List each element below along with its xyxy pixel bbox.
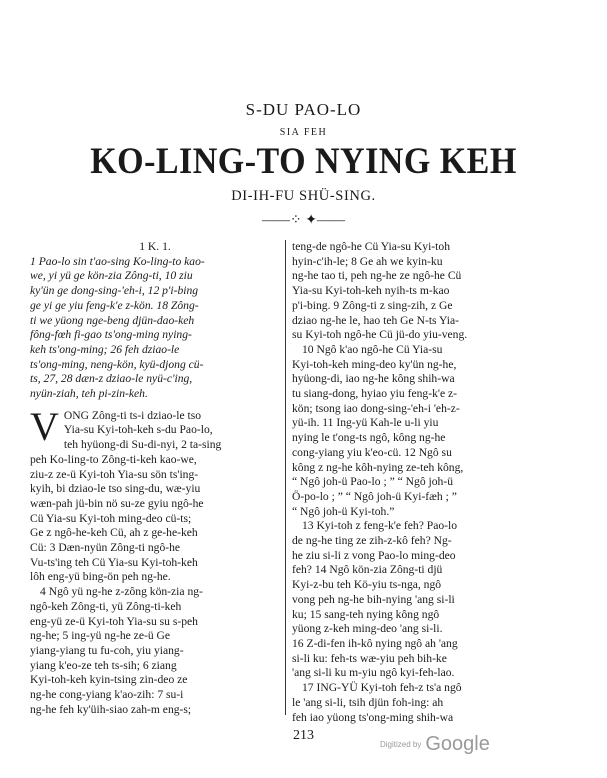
body-line: 17 ING-YÜ Kyi-toh feh-z ts'a ngô: [302, 681, 462, 695]
body-line: nying le t'ong-ts ngô, kông ng-he: [292, 431, 446, 445]
watermark-caption: Digitized by: [380, 740, 422, 749]
summary-line: ts, 27, 28 dæn-z dziao-le nyü-c'ing,: [30, 372, 193, 386]
body-line: de ng-he ting ze zih-z-kô feh? Ng-: [292, 534, 452, 548]
summary-line: we, yi yü ge kön-zia Zông-ti, 10 ziu: [30, 269, 193, 283]
body-line: tu siang-dong, hyiao yiu feng-k'e z-: [292, 387, 458, 401]
body-line: Ö-po-lo ; ” “ Ngô joh-ü Kyi-fæh ; ”: [292, 489, 457, 503]
body-line: ku; 15 sang-teh nying kông ngô: [292, 607, 440, 621]
page-number: 213: [293, 728, 314, 743]
body-line: feh? 14 Ngô kön-zia Zông-ti djü: [292, 563, 443, 577]
body-line: kyih, bi dziao-le tso sing-du, wæ-yiu: [30, 482, 201, 496]
body-line: “ Ngô joh-ü Pao-lo ; ” “ Ngô joh-ü: [292, 475, 453, 489]
body-line: Cü Yia-su Kyi-toh ming-deo cü-ts;: [30, 511, 192, 525]
body-line: Kyi-toh-keh kyin-tsing zin-deo ze: [30, 673, 188, 687]
summary-line: ky'ün ge dong-sing-'eh-i, 12 p'i-bing: [30, 284, 199, 298]
body-line: Kyi-z-bu teh Kö-yiu ts-nga, ngô: [292, 578, 442, 592]
body-line: peh Ko-ling-to Zông-ti-keh kao-we,: [30, 452, 197, 466]
body-line: feh iao yüong ts'ong-ming shih-wa: [292, 710, 454, 724]
body-line: ngô-keh Zông-ti, yü Zông-ti-keh: [30, 599, 182, 613]
body-line: kông z ng-he kôh-nying ze-teh kông,: [292, 460, 464, 474]
right-column: [292, 240, 550, 724]
body-line: 13 Kyi-toh z feng-k'e feh? Pao-lo: [302, 519, 458, 533]
body-line: hyin-c'ih-le; 8 Ge ah we kyin-ku: [292, 254, 443, 268]
body-line: yüong z-keh ming-deo 'ang si-li.: [292, 622, 443, 636]
body-line: lôh eng-yü bing-ön peh ng-he.: [30, 570, 171, 584]
heading-connector: SIA FEH: [279, 127, 328, 138]
left-column: [30, 240, 280, 715]
body-line: Kyi-toh-keh ming-deo ky'ün ng-he,: [292, 357, 457, 371]
summary-line: ge yi ge yiu feng-k'e z-kön. 18 Zông-: [30, 298, 199, 312]
body-line: hyüong-di, iao ng-he kông shih-wa: [292, 372, 455, 386]
body-line: 16 Z-di-fen ih-kô nying ngô ah 'ang: [292, 636, 458, 650]
summary-line: ti we yüong nge-beng djün-dao-keh: [30, 313, 195, 327]
summary-line: keh ts'ong-ming; 26 feh dziao-le: [30, 342, 180, 356]
body-line: ng-he feh ky'üih-siao zah-m eng-s;: [30, 702, 192, 716]
chapter-summary: [30, 255, 280, 402]
body-line: Vu-ts'ing teh Cü Yia-su Kyi-toh-keh: [30, 555, 198, 569]
ornament-divider: ——⁘ ✦——: [262, 213, 345, 228]
body-line: ONG Zông-ti ts-i dziao-le tso: [63, 408, 202, 422]
body-line: ng-he; 5 ing-yü ng-he ze-ü Ge: [30, 629, 171, 643]
body-line: Ge z ngô-he-keh Cü, ah z ge-he-keh: [30, 526, 198, 540]
body-line: 4 Ngô yü ng-he z-zông kön-zia ng-: [40, 585, 203, 599]
chapter-reference: 1 K. 1.: [139, 240, 171, 253]
body-line: ziu-z ze-ü Kyi-toh Yia-su sön ts'ing-: [30, 467, 199, 481]
body-text: [30, 403, 280, 718]
body-line: eng-yü ze-ü Kyi-toh Yia-su su s-peh: [30, 614, 198, 628]
body-line: le 'ang si-li, tsih djün foh-ing: ah: [292, 695, 444, 709]
body-line: si-li ku: feh-ts wæ-yiu peh bih-ke: [292, 651, 447, 665]
digitized-watermark: [380, 733, 490, 756]
heading-author: S-DU PAO-LO: [245, 100, 362, 119]
body-line: yiang-yiang tu fu-coh, yiu yiang-: [30, 643, 184, 657]
body-line: Yia-su Kyi-toh-keh nyih-ts m-kao: [292, 284, 450, 298]
drop-cap: V: [30, 403, 59, 449]
watermark-logo: Google: [425, 733, 490, 755]
body-line: vong peh ng-he bih-nying 'ang si-li: [292, 592, 455, 606]
body-line: yü-ih. 11 Ing-yü Kah-le u-li yiu: [292, 416, 439, 430]
body-line: wæn-pah jü-bin nö su-ze gyiu ngô-he: [30, 496, 204, 510]
body-line: teng-de ngô-he Cü Yia-su Kyi-toh: [292, 240, 450, 253]
heading-title: KO-LING-TO NYING KEH: [90, 141, 517, 182]
summary-line: 1 Pao-lo sin t'ao-sing Ko-ling-to kao-: [30, 254, 205, 268]
body-line: Cü: 3 Dæn-nyün Zông-ti ngô-he: [30, 541, 181, 555]
column-divider: [285, 240, 286, 715]
body-line: yiang k'eo-ze teh ts-sih; 6 ziang: [30, 658, 177, 672]
body-line: 10 Ngô k'ao ngô-he Cü Yia-su: [302, 342, 443, 356]
body-line: su Kyi-toh ngô-he Cü jü-do yiu-veng.: [292, 328, 468, 342]
body-line: teh hyüong-di Su-di-nyi, 2 ta-sing: [63, 438, 222, 452]
heading-subtitle: DI-IH-FU SHÜ-SING.: [231, 188, 376, 204]
body-line: ng-he cong-yiang k'ao-zih: 7 su-i: [30, 688, 184, 702]
body-line: he ziu si-li z vong Pao-lo ming-deo: [292, 548, 456, 562]
body-line: dziao ng-he le, hao teh Ge N-ts Yia-: [292, 313, 459, 327]
summary-line: fông-fœh fi-gao ts'ong-ming nying-: [30, 328, 192, 342]
body-line: kön; tsong iao dong-sing-'eh-i 'eh-z-: [292, 401, 460, 415]
body-line: 'ang si-li ku m-yiu ngô kyi-feh-lao.: [292, 666, 455, 680]
body-line: Yia-su Kyi-toh-keh s-du Pao-lo,: [63, 423, 213, 437]
body-line: p'i-bing. 9 Zông-ti z sing-zih, z Ge: [292, 298, 453, 312]
summary-line: nyün-ziah, teh pi-zin-keh.: [30, 387, 148, 401]
body-line: cong-yiang yiu k'eo-cü. 12 Ngô su: [292, 445, 452, 459]
body-line: “ Ngô joh-ü Kyi-toh.”: [292, 504, 395, 518]
body-line: ng-he tao ti, peh ng-he ze ngô-he Cü: [292, 269, 462, 283]
summary-line: ts'ong-ming, neng-kön, kyü-djong cü-: [30, 357, 204, 371]
